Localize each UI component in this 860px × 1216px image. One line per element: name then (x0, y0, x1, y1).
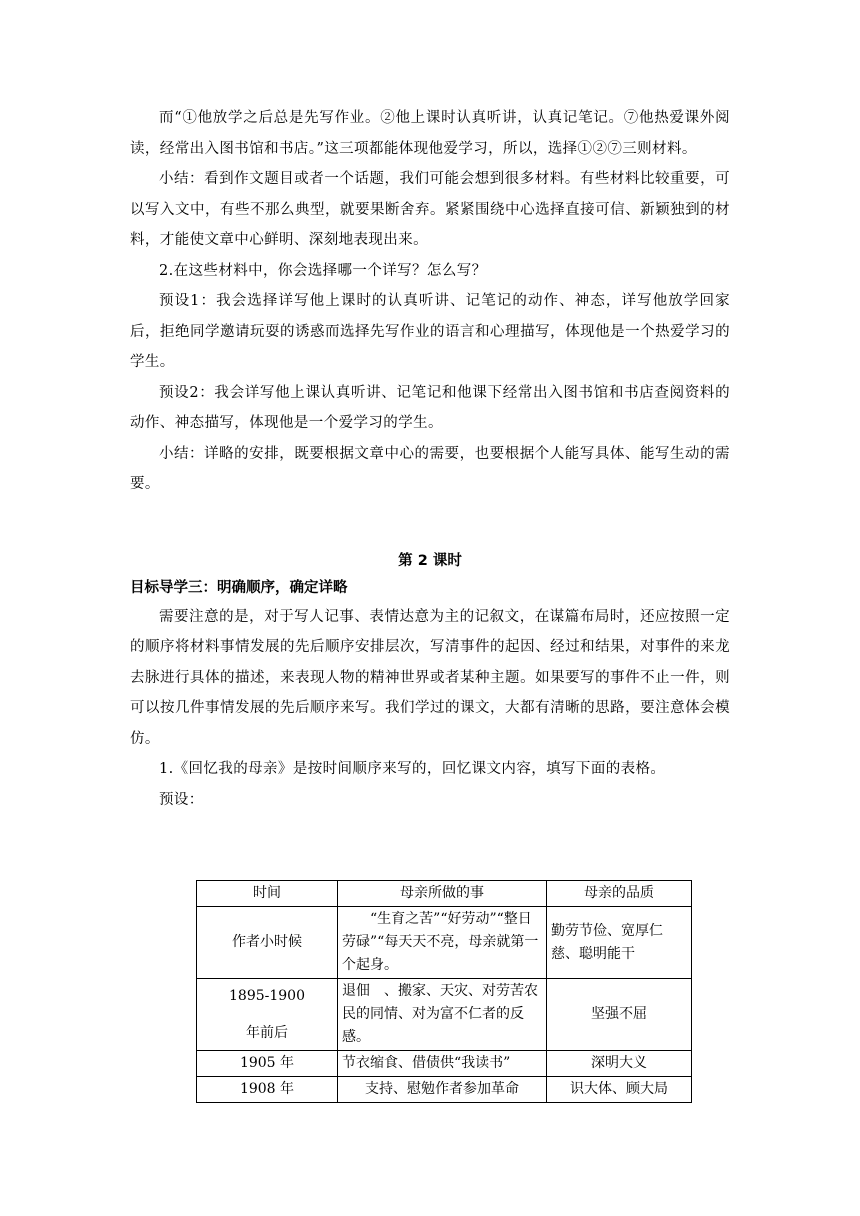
cell-deed: 节衣缩食、借债供“我读书” (338, 1051, 547, 1077)
cell-deed: 退佃 、搬家、天灾、对劳苦农民的同情、对为富不仁者的反感。 (338, 979, 547, 1051)
cell-time (197, 907, 338, 979)
section-heading: 目标导学三：明确顺序，确定详略 (130, 579, 348, 596)
table-row (197, 979, 692, 1051)
paragraph-order-note: 需要注意的是，对于写人记事、表情达意为主的记叙文，在谋篇布局时，还应按照一定的顺序将材料事情发展的先后顺序安排层次，写清事件的起因、经过和结果，对事件的来龙去脉进行具体的描述，来表现人物的精神世界或者某种主题。如果要写的事件不止一件，则可以按几件事情发展的先后顺序来写。我们学过的课文，大都有清晰的思路，要注意体会模仿。 (130, 608, 730, 747)
mother-table (196, 880, 692, 1103)
document-body (130, 103, 730, 815)
header-time: 时间 (197, 881, 338, 907)
paragraph-question-1: 1.《回忆我的母亲》是按时间顺序来写的，回忆课文内容，填写下面的表格。 (159, 761, 666, 777)
cell-time (197, 1077, 338, 1103)
cell-time-text: 作者小时候 (232, 934, 302, 950)
cell-quality: 勤劳节俭、宽厚仁慈、聪明能干 (547, 907, 692, 979)
paragraph-summary-1: 小结：看到作文题目或者一个话题，我们可能会想到很多材料。有些材料比较重要，可以写入文中，有些不那么典型，就要果断舍弃。紧紧围绕中心选择直接可信、新颖独到的材料，才能使文章中心鲜明、深刻地表现出来。 (130, 171, 730, 248)
paragraph-preset-1: 预设1：我会选择详写他上课时的认真听讲、记笔记的动作、神态，详写他放学回家后，拒绝同学邀请玩耍的诱惑而选择先写作业的语言和心理描写，体现他是一个热爱学习的学生。 (130, 293, 730, 370)
cell-spacer (201, 1008, 333, 1022)
table-row (197, 907, 692, 979)
cell-time (197, 979, 338, 1051)
paragraph-preset-2: 预设2：我会详写他上课认真听讲、记笔记和他课下经常出入图书馆和书店查阅资料的动作、神态描写，体现他是一个爱学习的学生。 (130, 384, 730, 431)
cell-time (197, 1051, 338, 1077)
cell-time-text: 1908 年 (239, 1081, 295, 1097)
paragraph-preset-label: 预设： (159, 791, 204, 808)
lesson-title: 第 2 课时 (398, 552, 462, 569)
table-row (197, 1051, 692, 1077)
table-header-row (197, 881, 692, 907)
cell-time-text: 1905 年 (239, 1055, 295, 1071)
cell-quality: 深明大义 (547, 1051, 692, 1077)
cell-deed: 支持、慰勉作者参加革命 (338, 1077, 547, 1103)
cell-quality: 坚强不屈 (547, 979, 692, 1051)
paragraph-question-2: 2.在这些材料中，你会选择哪一个详写？怎么写？ (159, 262, 487, 279)
header-deeds: 母亲所做的事 (338, 881, 547, 907)
paragraph-material-choice: 而“①他放学之后总是先写作业。②他上课时认真听讲，认真记笔记。⑦他热爱课外阅读，经常出入图书馆和书店。”这三项都能体现他爱学习，所以，选择①②⑦三则材料。 (130, 110, 730, 157)
cell-time-text-2: 年前后 (246, 1024, 288, 1041)
header-qualities: 母亲的品质 (547, 881, 692, 907)
table-row (197, 1077, 692, 1103)
paragraph-summary-2: 小结：详略的安排，既要根据文章中心的需要，也要根据个人能写具体、能写生动的需要。 (130, 445, 730, 492)
cell-time-text: 1895-1900 (229, 987, 305, 1004)
cell-quality: 识大体、顾大局 (547, 1077, 692, 1103)
cell-deed: “生育之苦”“好劳动”“整日劳碌”“每天天不亮，母亲就第一个起身。 (338, 907, 547, 979)
